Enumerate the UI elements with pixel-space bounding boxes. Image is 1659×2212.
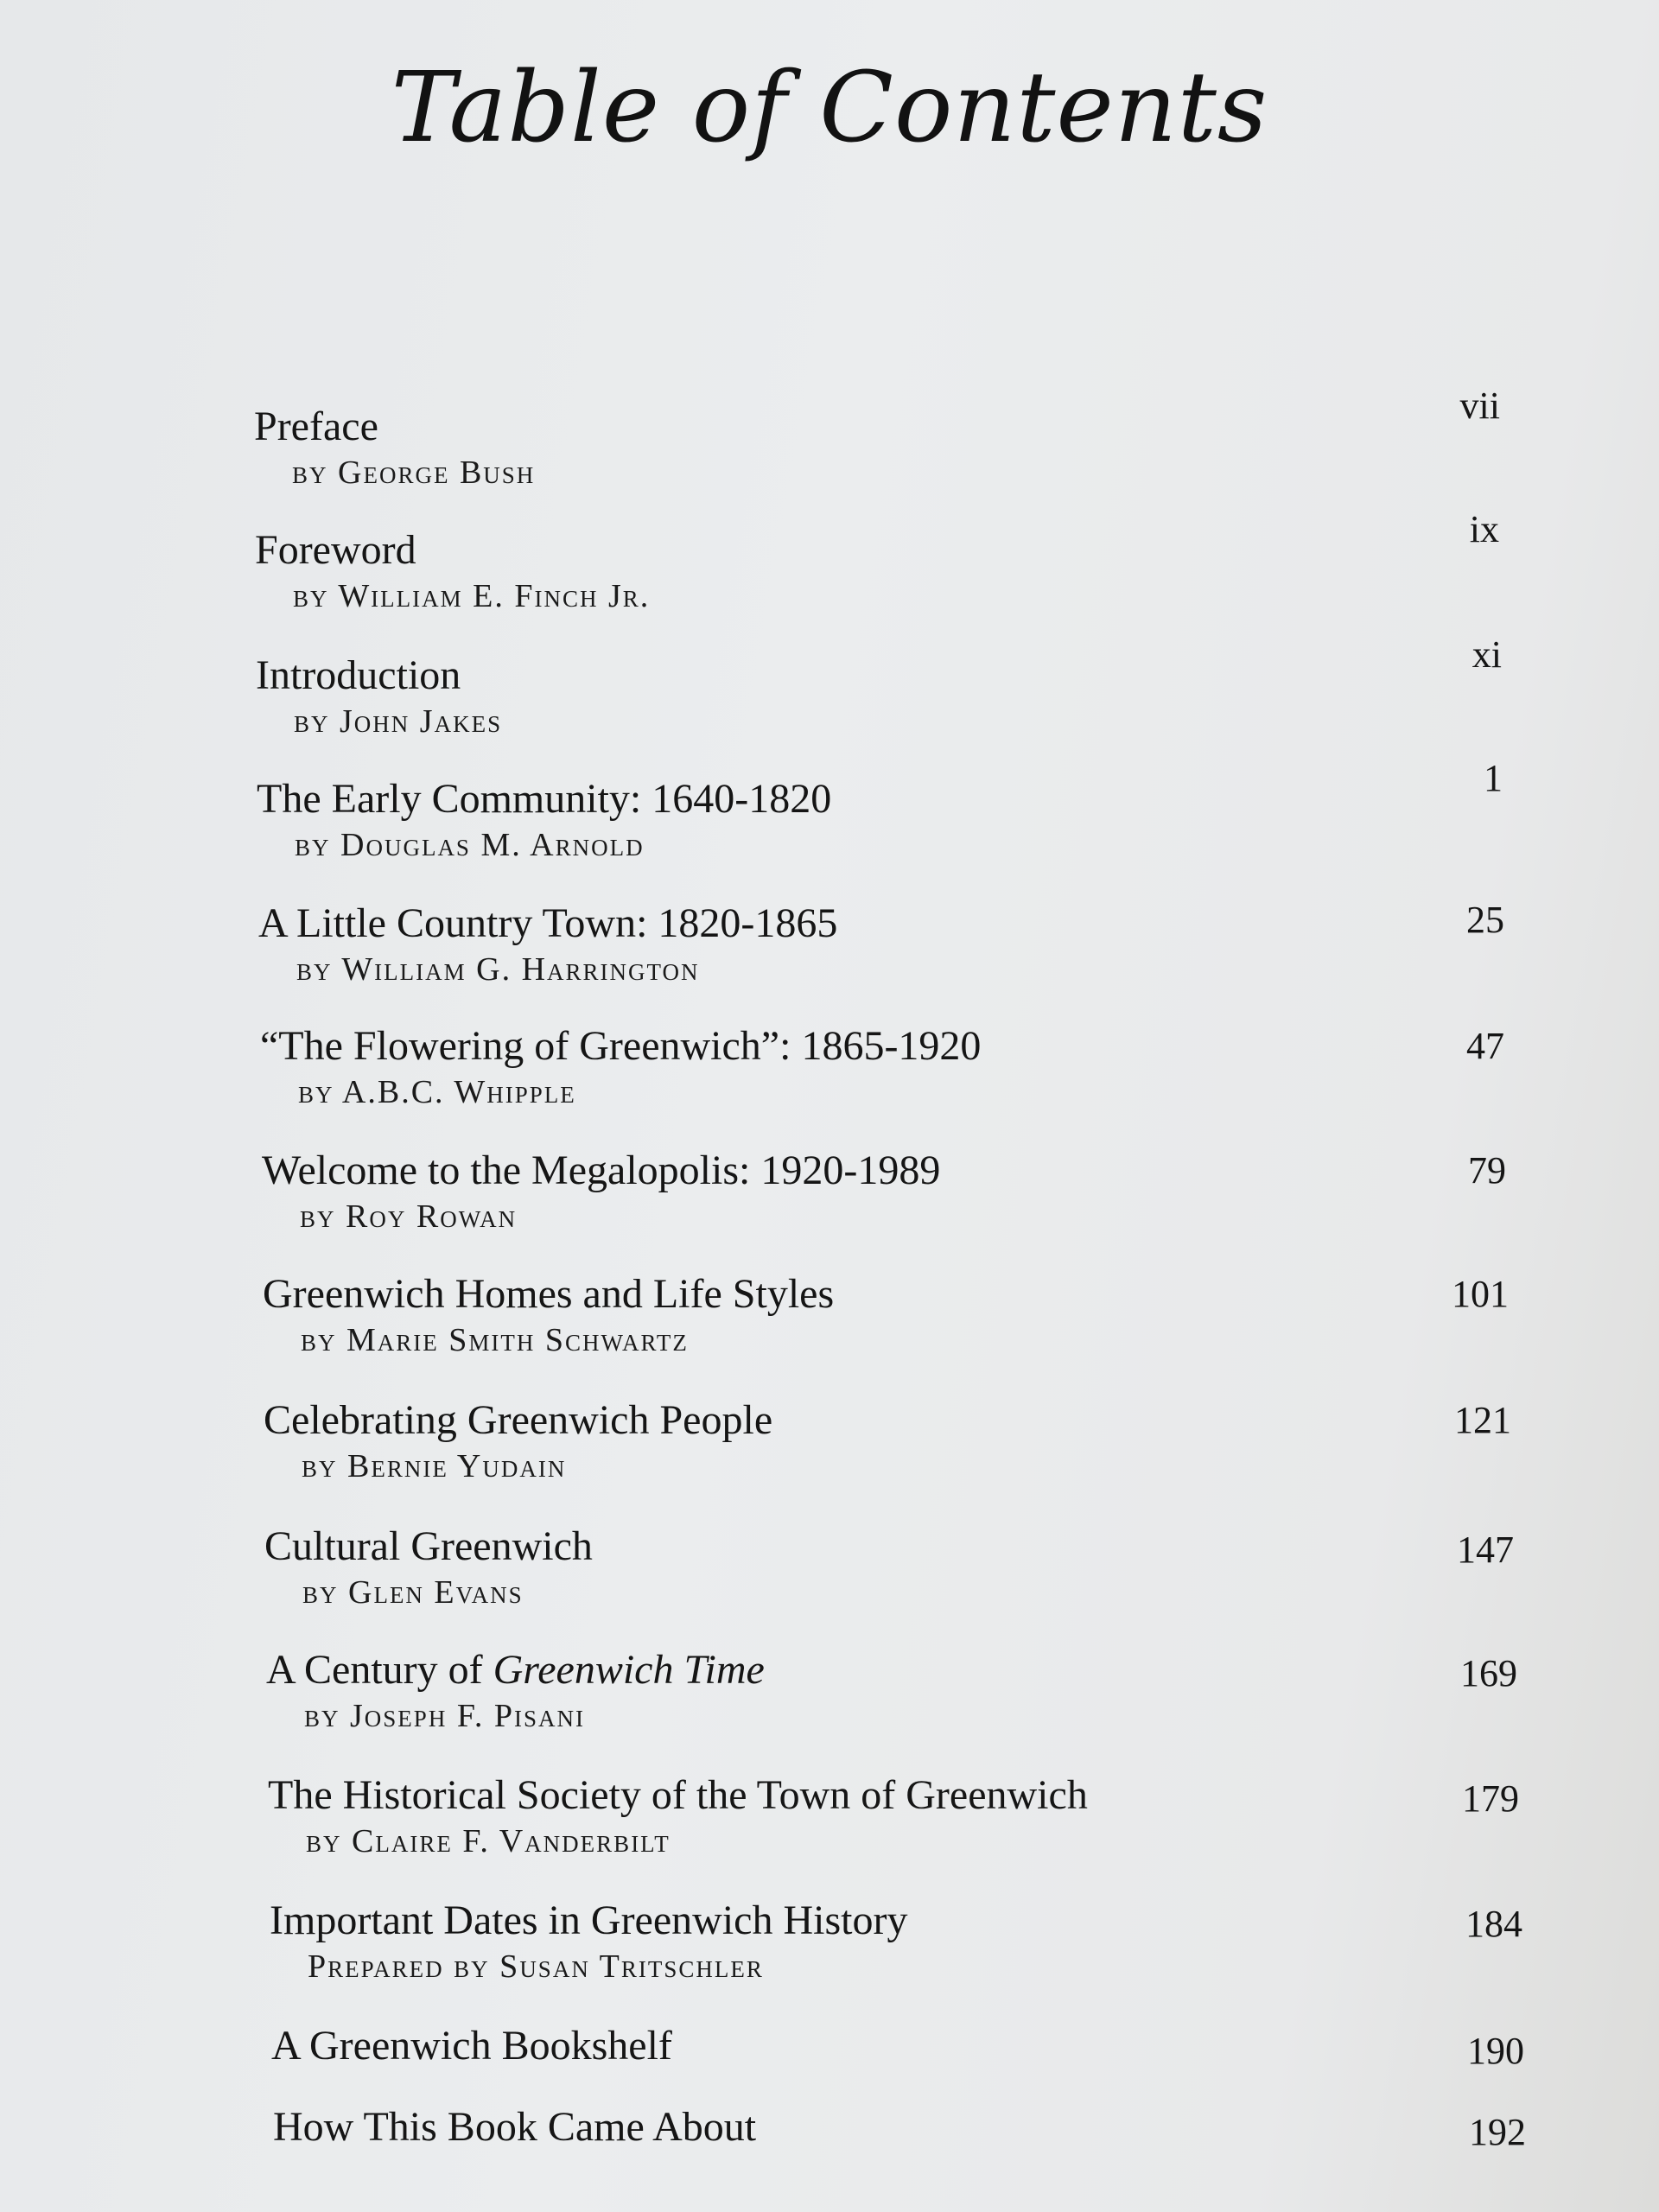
entry-page-number: 47 (1466, 1025, 1504, 1067)
entry-author: by Bernie Yudain (302, 1448, 567, 1484)
toc-entry-century-of-greenwich-time (266, 1646, 1517, 1758)
entry-author: by Joseph F. Pisani (304, 1698, 586, 1734)
entry-title: A Greenwich Bookshelf (271, 2023, 672, 2069)
entry-author: by William E. Finch Jr. (293, 578, 651, 614)
entry-author: by A.B.C. Whipple (298, 1074, 576, 1110)
toc-entry-how-this-book-came-about (273, 2103, 1526, 2164)
entry-author: by Claire F. Vanderbilt (306, 1823, 671, 1859)
entry-title: How This Book Came About (273, 2104, 757, 2150)
entry-author: Prepared by Susan Tritschler (308, 1948, 764, 1985)
entry-page-number: 25 (1466, 899, 1504, 941)
entry-page-number: 79 (1468, 1149, 1506, 1192)
entry-title: Preface (254, 404, 378, 449)
entry-title: A Little Country Town: 1820-1865 (258, 900, 838, 946)
entry-page-number: 179 (1462, 1777, 1519, 1820)
entry-title: Cultural Greenwich (264, 1523, 593, 1569)
entry-page-number: ix (1469, 508, 1499, 550)
page-title: Table of Contents (391, 52, 1268, 164)
entry-author: by George Bush (292, 454, 536, 491)
entry-author: by Marie Smith Schwartz (301, 1322, 689, 1358)
toc-entry-greenwich-bookshelf (271, 2022, 1524, 2082)
entry-title: The Early Community: 1640-1820 (257, 776, 832, 822)
toc-entry-homes-and-life-styles (263, 1270, 1509, 1382)
entry-author: by Glen Evans (302, 1574, 524, 1611)
toc-entry-flowering-of-greenwich (260, 1022, 1504, 1135)
toc-entry-little-country-town (258, 899, 1504, 1012)
entry-title (266, 1646, 765, 1694)
toc-entry-early-community (257, 757, 1503, 887)
entry-title: Foreword (255, 527, 416, 573)
toc-entry-important-dates (270, 1897, 1522, 2009)
entry-title-prefix: A Century of (266, 1647, 493, 1693)
entry-page-number: 169 (1460, 1652, 1517, 1694)
entry-title: “The Flowering of Greenwich”: 1865-1920 (260, 1023, 982, 1069)
toc-entry-foreword (255, 508, 1499, 639)
entry-title: Welcome to the Megalopolis: 1920-1989 (262, 1147, 941, 1193)
entry-page-number: 1 (1484, 757, 1503, 799)
entry-title-italic: Greenwich Time (493, 1647, 765, 1693)
entry-author: by Douglas M. Arnold (295, 827, 645, 863)
entry-title: Introduction (256, 652, 461, 698)
entry-page-number: xi (1471, 633, 1502, 676)
toc-entry-celebrating-people (264, 1396, 1511, 1509)
toc-entry-preface (254, 385, 1500, 515)
entry-page-number: vii (1459, 385, 1500, 427)
entry-title: Greenwich Homes and Life Styles (263, 1271, 835, 1317)
entry-title: Celebrating Greenwich People (264, 1397, 773, 1443)
entry-author: by Roy Rowan (300, 1198, 518, 1235)
entry-page-number: 192 (1469, 2111, 1526, 2153)
entry-title: Important Dates in Greenwich History (270, 1897, 908, 1943)
entry-author: by William G. Harrington (296, 951, 700, 988)
entry-page-number: 121 (1454, 1399, 1511, 1441)
entry-title: The Historical Society of the Town of Greenwich (268, 1772, 1088, 1818)
entry-page-number: 101 (1452, 1273, 1509, 1315)
toc-entry-cultural-greenwich (264, 1522, 1514, 1635)
entry-page-number: 147 (1457, 1529, 1514, 1571)
entry-author: by John Jakes (294, 703, 503, 740)
toc-entry-megalopolis (262, 1147, 1506, 1259)
entry-page-number: 184 (1465, 1903, 1522, 1945)
entry-page-number: 190 (1467, 2030, 1524, 2072)
toc-entry-introduction (256, 633, 1502, 764)
toc-entry-historical-society (268, 1771, 1519, 1884)
